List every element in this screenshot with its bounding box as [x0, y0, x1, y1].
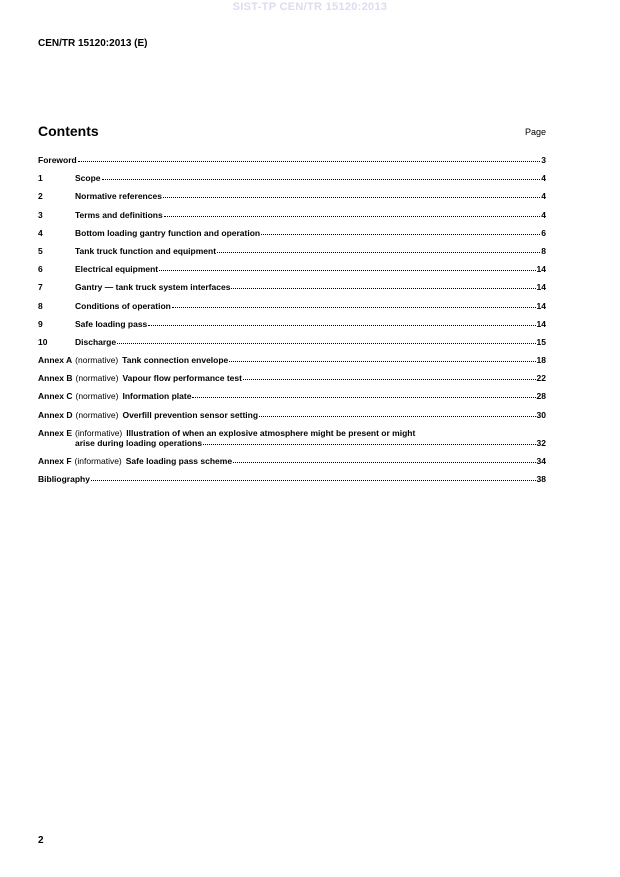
leader-dots: [172, 300, 536, 308]
leader-dots: [159, 263, 535, 271]
toc-entry-title: Foreword: [38, 155, 77, 165]
toc-entry-number: 4: [38, 227, 43, 238]
contents-title: Contents: [38, 123, 99, 139]
toc-entry-page: 28: [536, 391, 546, 402]
toc-entry-discharge[interactable]: [38, 337, 546, 355]
toc-entry-page: 6: [541, 227, 546, 238]
toc-entry-number: 7: [38, 282, 43, 293]
annex-label: Annex B: [38, 373, 73, 384]
toc-entry-annex-e[interactable]: [38, 428, 546, 456]
toc-entry-title-continued: arise during loading operations: [75, 437, 203, 448]
annex-label: Annex F: [38, 455, 72, 466]
page-number: 2: [38, 835, 44, 846]
leader-dots: [229, 354, 535, 362]
toc-entry-page: 4: [541, 191, 546, 202]
toc-entry-page: 14: [536, 282, 546, 293]
toc-entry-annex-f[interactable]: [38, 456, 546, 474]
watermark: SIST-TP CEN/TR 15120:2013: [232, 1, 388, 13]
toc-entry-page: 8: [541, 245, 546, 256]
leader-dots: [91, 473, 536, 481]
toc-entry-title: Safe loading pass: [75, 318, 148, 329]
toc-entry-title: Gantry — tank truck system interfaces: [75, 282, 231, 293]
leader-dots: [231, 281, 535, 289]
toc-entry-page: 14: [536, 300, 546, 311]
toc-entry-number: 1: [38, 173, 43, 184]
toc-entry-annex-d[interactable]: [38, 410, 546, 428]
toc-entry-number: 5: [38, 245, 43, 256]
annex-type: (normative): [75, 391, 119, 402]
toc-entry-conditions-of-operation[interactable]: [38, 301, 546, 319]
toc-entry-title: Overfill prevention sensor setting: [122, 409, 259, 420]
toc-entry-title: Information plate: [122, 391, 192, 402]
page-column-label: Page: [524, 127, 546, 137]
toc-entry-annex-c[interactable]: [38, 391, 546, 409]
leader-dots: [192, 390, 535, 398]
toc-entry-page: 4: [541, 209, 546, 220]
toc-entry-tank-truck-function[interactable]: [38, 246, 546, 264]
toc-entry-title: Bibliography: [38, 474, 90, 484]
annex-label: Annex C: [38, 391, 73, 402]
toc-entry-safe-loading-pass[interactable]: [38, 319, 546, 337]
toc-entry-title: Terms and definitions: [75, 209, 163, 220]
document-id: CEN/TR 15120:2013 (E): [38, 38, 148, 49]
leader-dots: [164, 209, 541, 217]
toc-entry-electrical-equipment[interactable]: [38, 264, 546, 282]
toc-entry-title: Bottom loading gantry function and operation: [75, 227, 261, 238]
annex-type: (normative): [75, 409, 119, 420]
toc-entry-number: 9: [38, 318, 43, 329]
toc-entry-page: 22: [536, 373, 546, 384]
annex-label: Annex A: [38, 355, 73, 366]
toc-entry-number: 8: [38, 300, 43, 311]
toc-entry-title: Tank connection envelope: [122, 355, 229, 366]
leader-dots: [203, 437, 535, 445]
leader-dots: [102, 172, 541, 180]
annex-type: (normative): [75, 355, 119, 366]
toc-entry-terms-and-definitions[interactable]: [38, 210, 546, 228]
toc-entry-scope[interactable]: [38, 173, 546, 191]
toc-entry-page: 14: [536, 264, 546, 275]
toc-entry-number: 6: [38, 264, 43, 275]
toc-entry-foreword[interactable]: [38, 155, 546, 173]
leader-dots: [259, 409, 536, 417]
toc-entry-page: 4: [541, 173, 546, 184]
table-of-contents: [38, 155, 546, 492]
toc-entry-title: Tank truck function and equipment: [75, 245, 217, 256]
annex-label: Annex E: [38, 427, 73, 438]
annex-type: (normative): [75, 373, 119, 384]
toc-entry-title: Conditions of operation: [75, 300, 171, 311]
toc-entry-title: Illustration of when an explosive atmosphere might be present or might: [126, 427, 416, 438]
toc-entry-title: Electrical equipment: [75, 264, 159, 275]
leader-dots: [261, 227, 540, 235]
toc-entry-title: Scope: [75, 173, 101, 184]
toc-entry-page: 30: [536, 409, 546, 420]
leader-dots: [243, 372, 536, 380]
toc-entry-page: 32: [536, 437, 546, 448]
toc-entry-number: 2: [38, 191, 43, 202]
toc-entry-page: 34: [536, 455, 546, 466]
leader-dots: [148, 318, 535, 326]
toc-entry-title: Safe loading pass scheme: [125, 455, 233, 466]
annex-label: Annex D: [38, 409, 73, 420]
toc-entry-title: Normative references: [75, 191, 162, 202]
toc-entry-annex-b[interactable]: [38, 373, 546, 391]
annex-type: (informative): [74, 455, 122, 466]
annex-type: (informative): [75, 427, 123, 438]
toc-entry-bibliography[interactable]: [38, 474, 546, 492]
toc-entry-page: 3: [541, 155, 546, 165]
toc-entry-page: 18: [536, 355, 546, 366]
toc-entry-bottom-loading-gantry[interactable]: [38, 228, 546, 246]
toc-entry-title: Vapour flow performance test: [122, 373, 242, 384]
leader-dots: [163, 190, 540, 198]
toc-entry-page: 15: [536, 336, 546, 347]
toc-entry-number: 3: [38, 209, 43, 220]
toc-entry-annex-a[interactable]: [38, 355, 546, 373]
toc-entry-number: 10: [38, 336, 48, 347]
toc-entry-page: 38: [536, 474, 546, 484]
toc-entry-gantry-interfaces[interactable]: [38, 282, 546, 300]
leader-dots: [78, 154, 541, 162]
leader-dots: [117, 336, 535, 344]
toc-entry-normative-references[interactable]: [38, 191, 546, 209]
leader-dots: [217, 245, 540, 253]
leader-dots: [233, 455, 535, 463]
toc-entry-page: 14: [536, 318, 546, 329]
toc-entry-title: Discharge: [75, 336, 117, 347]
